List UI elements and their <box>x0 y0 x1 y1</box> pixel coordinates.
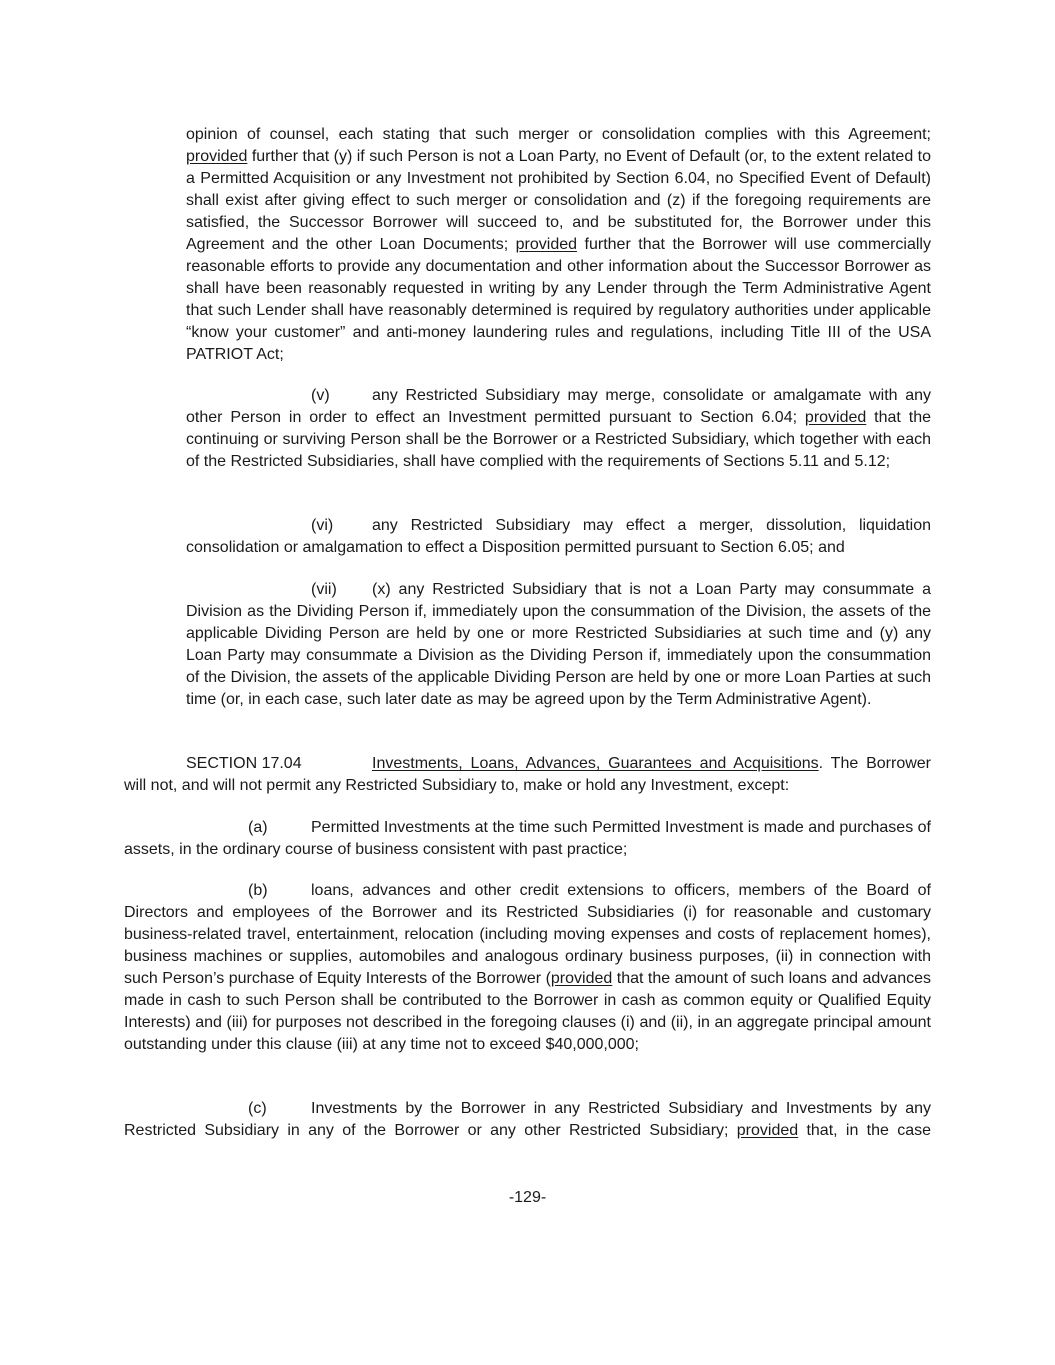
clause-label: (vii) <box>311 581 337 598</box>
section-heading: Investments, Loans, Advances, Guarantees and Acquisitions <box>372 755 819 772</box>
provided-term: provided <box>515 236 578 253</box>
clause-label: (c) <box>248 1100 267 1117</box>
provided-term: provided <box>550 970 613 987</box>
clause-b: (b) loans, advances and other credit extensions to officers, members of the Board of Directors and employees of the Borrower and its Restricted Subsidiaries (i) for reasonable and customary business-related travel, entertainment, relocation (including moving expenses and costs of replacement homes), business machines or supplies, automobiles and analogous ordinary business purposes, (ii) in connection with such Person’s purchase of Equity Interests of the Borrower (provided that the amount of such loans and advances made in cash to such Person shall be contributed to the Borrower in cash as common equity or Qualified Equity Interests) and (iii) for purposes not described in the foregoing clauses (i) and (ii), in an aggregate principal amount outstanding under this clause (iii) at any time not to exceed $40,000,000; <box>124 882 932 1053</box>
clause-c: (c) Investments by the Borrower in any Restricted Subsidiary and Investments by any Restricted Subsidiary in any of the Borrower or any other Restricted Subsidiary; provided that, in the case <box>124 1100 931 1139</box>
page-number: -129- <box>508 1189 547 1206</box>
section-17-04: SECTION 17.04 Investments, Loans, Advances, Guarantees and Acquisitions. The Borrower will not, and will not permit any Restricted Subsidiary to, make or hold any Investment, except: <box>124 755 932 794</box>
provided-term: provided <box>736 1122 799 1139</box>
paragraph-continuation: opinion of counsel, each stating that such merger or consolidation complies with this Agreement; provided further that (y) if such Person is not a Loan Party, no Event of Default (or, to the extent related to a Permitted Acquisition or any Investment not prohibited by Section 6.04, no Specified Event of Default) shall exist after giving effect to such merger or consolidation and (z) if the foregoing requirements are satisfied, the Successor Borrower will succeed to, and be substituted for, the Borrower under this Agreement and the other Loan Documents; provided further that the Borrower will use commercially reasonable efforts to provide any documentation and other information about the Successor Borrower as shall have been reasonably requested in writing by any Lender through the Term Administrative Agent that such Lender shall have reasonably determined is required by regulatory authorities under applicable “know your customer” and anti-money laundering rules and regulations, including Title III of the USA PATRIOT Act; <box>186 126 931 363</box>
clause-v: (v) any Restricted Subsidiary may merge, consolidate or amalgamate with any other Person in order to effect an Investment permitted pursuant to Section 6.04; provided that the continuing or surviving Person shall be the Borrower or a Restricted Subsidiary, which together with each of the Restricted Subsidiaries, shall have complied with the requirements of Sections 5.11 and 5.12; <box>186 387 931 470</box>
provided-term: provided <box>186 148 248 165</box>
section-number: SECTION 17.04 <box>186 755 302 772</box>
clause-label: (b) <box>248 882 268 899</box>
clause-vi: (vi) any Restricted Subsidiary may effect a merger, dissolution, liquidation consolidation or amalgamation to effect a Disposition permitted pursuant to Section 6.05; and <box>186 517 931 556</box>
clause-vii: (vii) (x) any Restricted Subsidiary that is not a Loan Party may consummate a Division as the Dividing Person if, immediately upon the consummation of the Division, the assets of the applicable Dividing Person are held by one or more Restricted Subsidiaries at such time and (y) any Loan Party may consummate a Division as the Dividing Person if, immediately upon the consummation of the Division, the assets of the applicable Dividing Person are held by one or more Loan Parties at such time (or, in each case, such later date as may be agreed upon by the Term Administrative Agent). <box>186 581 931 708</box>
clause-a: (a) Permitted Investments at the time such Permitted Investment is made and purchases of assets, in the ordinary course of business consistent with past practice; <box>124 819 931 858</box>
clause-label: (v) <box>311 387 330 404</box>
provided-term: provided <box>804 409 867 426</box>
clause-label: (a) <box>248 819 268 836</box>
clause-label: (vi) <box>311 517 334 534</box>
